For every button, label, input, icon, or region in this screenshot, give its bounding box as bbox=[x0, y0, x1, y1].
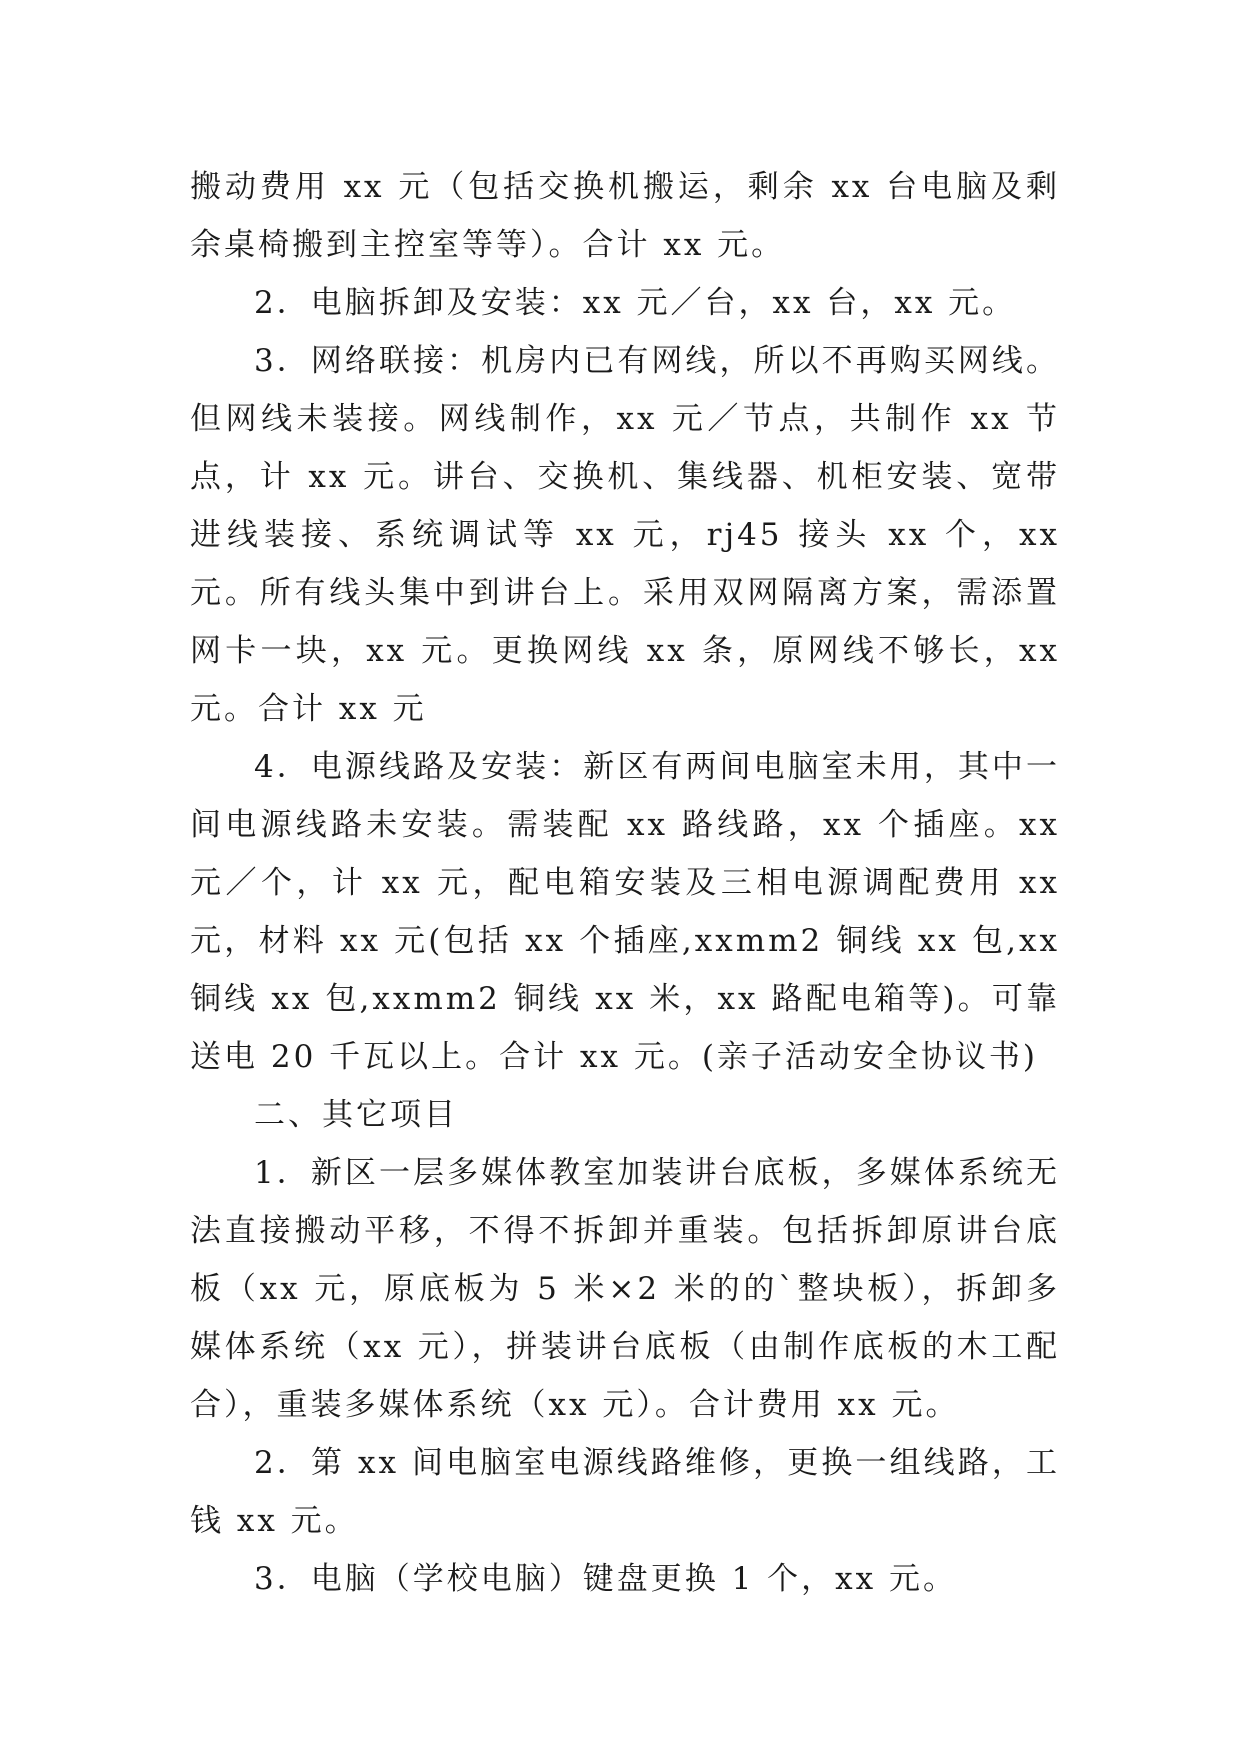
paragraph-keyboard-replacement: 3．电脑（学校电脑）键盘更换 1 个，xx 元。 bbox=[254, 1561, 957, 1597]
paragraph-power-lines: 4．电源线路及安装：新区有两间电脑室未用，其中一间电源线路未安装。需装配 xx 路线路，xx 个插座。xx 元／个，计 xx 元，配电箱安装及三相电源调配费用 xx 元，材料 xx 元(包括 xx 个插座,xxmm2 铜线 xx 包,xx 铜线 xx 包,xxmm2 铜线 xx 米，xx 路配电箱等)。可靠送电 20 千瓦以上。合计 xx 元。(亲子活动安全协议书) bbox=[190, 749, 1060, 1075]
document-body bbox=[190, 158, 1060, 1608]
paragraph-computer-install: 2．电脑拆卸及安装：xx 元／台，xx 台，xx 元。 bbox=[254, 285, 1017, 321]
paragraph-moving-costs: 搬动费用 xx 元（包括交换机搬运，剩余 xx 台电脑及剩余桌椅搬到主控室等等）。合计 xx 元。 bbox=[190, 169, 1060, 263]
paragraph-power-repair: 2．第 xx 间电脑室电源线路维修，更换一组线路，工钱 xx 元。 bbox=[190, 1445, 1060, 1539]
paragraph-network-connection: 3．网络联接：机房内已有网线，所以不再购买网线。但网线未装接。网线制作，xx 元／节点，共制作 xx 节点，计 xx 元。讲台、交换机、集线器、机柜安装、宽带进线装接、系统调试等 xx 元，rj45 接头 xx 个，xx 元。所有线头集中到讲台上。采用双网隔离方案，需添置网卡一块，xx 元。更换网线 xx 条，原网线不够长，xx 元。合计 xx 元 bbox=[190, 343, 1060, 727]
paragraph-multimedia-podium: 1．新区一层多媒体教室加装讲台底板，多媒体系统无法直接搬动平移，不得不拆卸并重装。包括拆卸原讲台底板（xx 元，原底板为 5 米×2 米的的`整块板），拆卸多媒体系统（xx 元），拼装讲台底板（由制作底板的木工配合），重装多媒体系统（xx 元）。合计费用 xx 元。 bbox=[190, 1155, 1060, 1423]
section-heading-other-items: 二、其它项目 bbox=[254, 1097, 458, 1133]
